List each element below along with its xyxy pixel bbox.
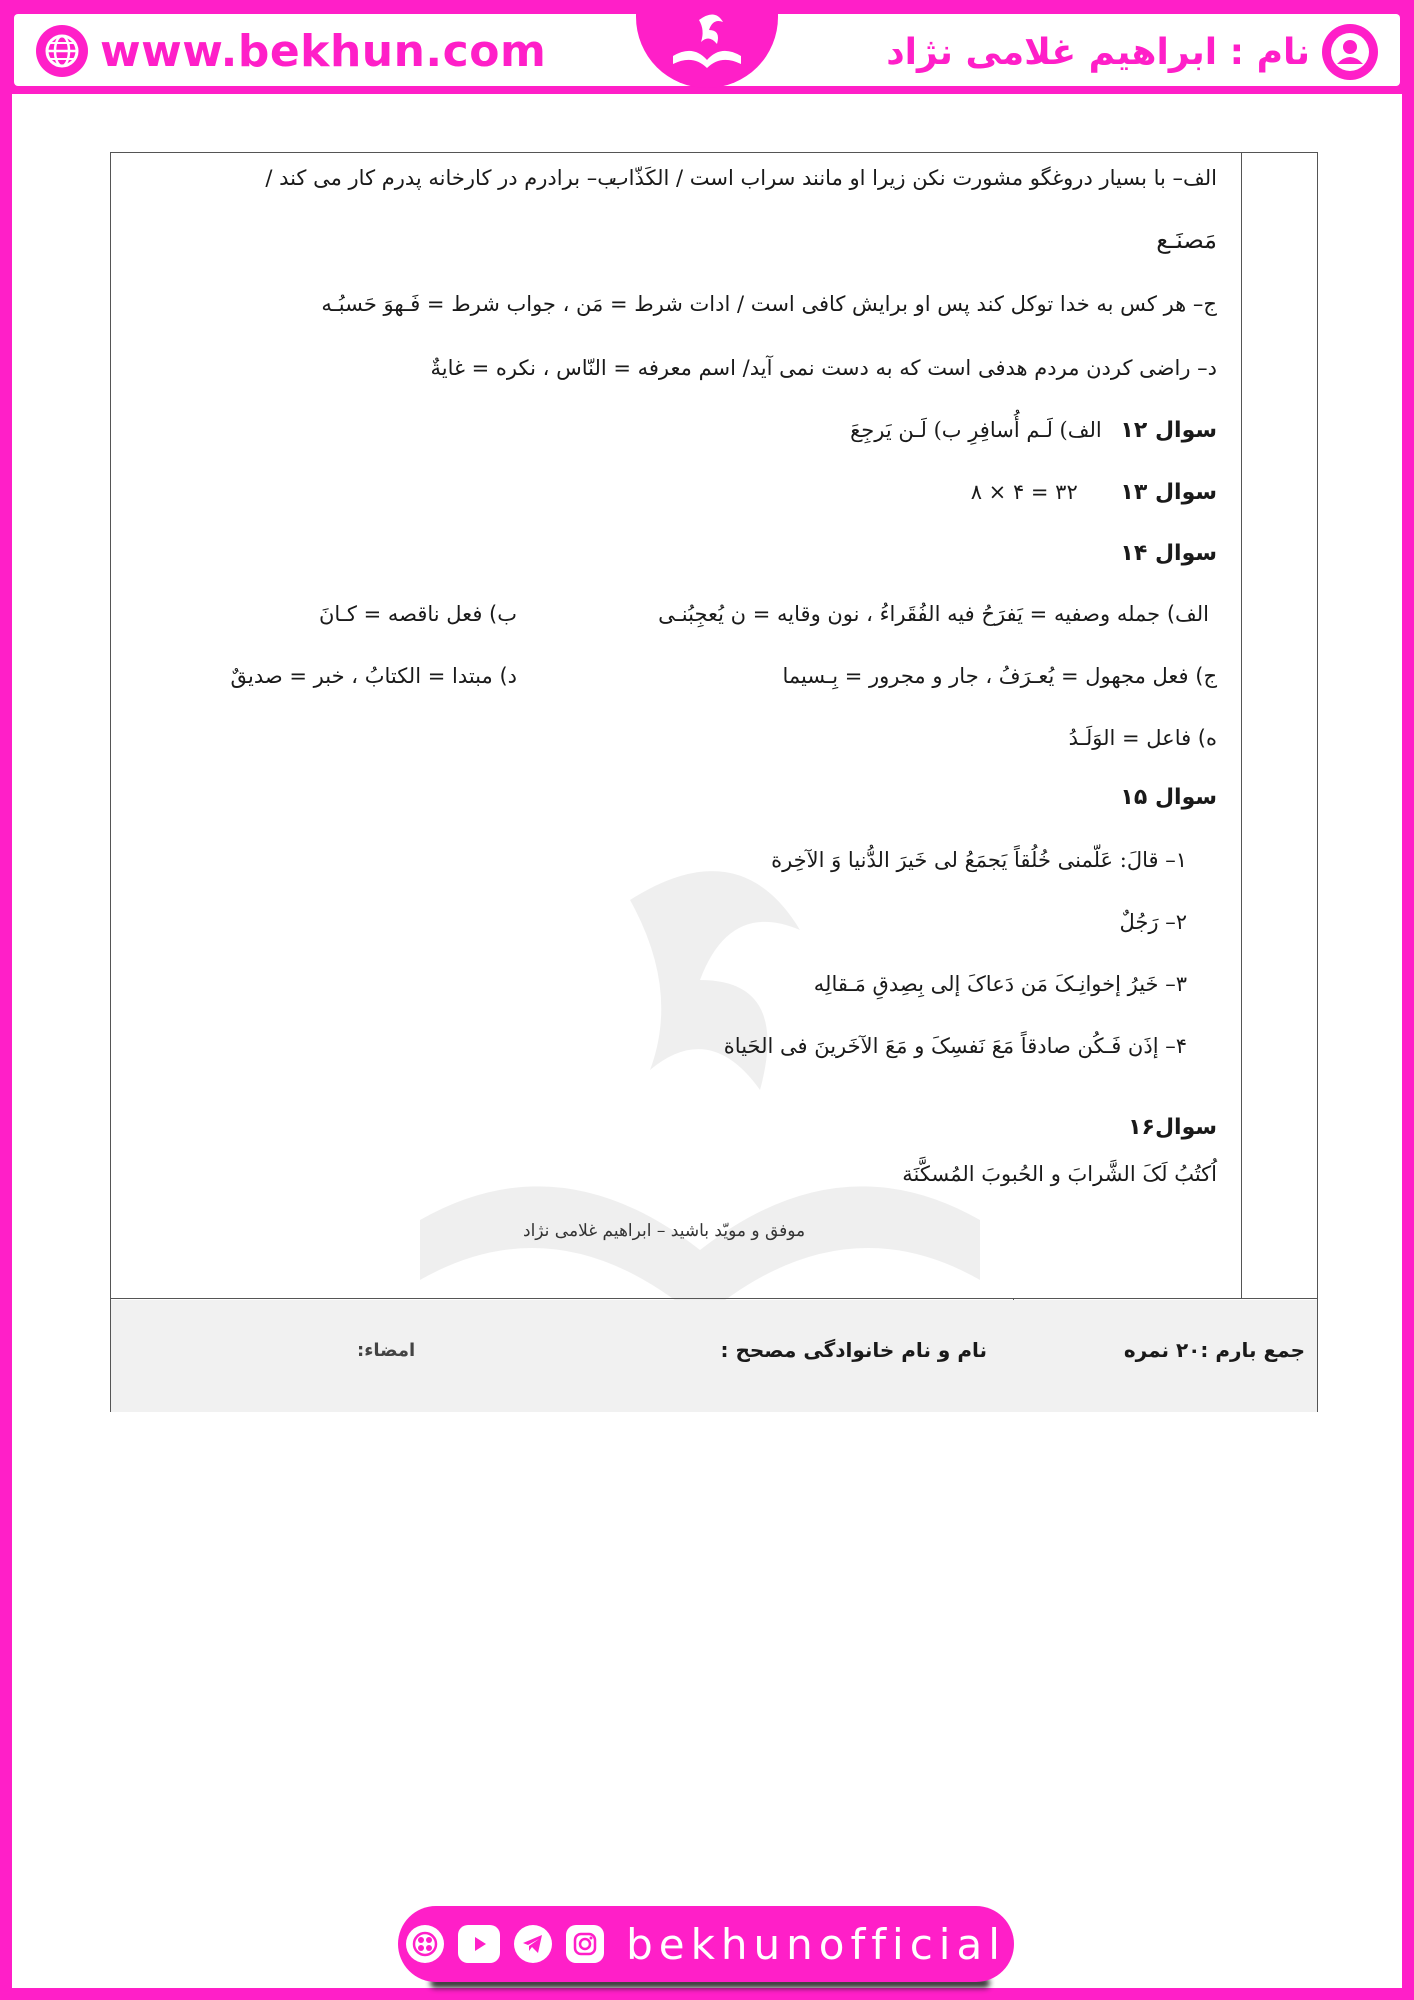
q11-a: الف– با بسیار دروغگو مشورت نکن زیرا او مانند سراب است / الکَذّاب <box>608 166 1217 190</box>
site-link[interactable] <box>36 26 546 76</box>
answer-sheet <box>110 152 1318 1412</box>
q15-4: ۴– إذَن فَـکُن صادقاً مَعَ نَفسِکَ و مَعَ الآخَرینَ فی الحَیاة <box>723 1034 1187 1058</box>
q14-c: ج) فعل مجهول = یُعـرَفُ ، جار و مجرور = بِـسیما <box>782 664 1217 688</box>
q13 <box>971 477 1217 508</box>
site-url[interactable]: www.bekhun.com <box>100 25 547 77</box>
globe-icon <box>36 25 88 77</box>
teacher-signature: موفق و مویّد باشید – ابراهیم غلامی نژاد <box>523 1221 806 1241</box>
q14-title: سوال ۱۴ <box>1120 541 1217 566</box>
q14-a: الف) جمله وصفیه = یَفرَحُ فیه الفُقَراءُ ، نون وقایه = ن یُعجِبُنـی <box>658 602 1209 626</box>
footer-divider <box>111 1298 1317 1299</box>
q14-d: د) مبتدا = الکتابُ ، خبر = صدیقٌ <box>230 664 517 688</box>
q15-1: ۱– قالَ: عَلّمنی خُلُقاً یَجمَعُ لی خَیرَ الدُّنیا وَ الآخِرة <box>771 848 1187 872</box>
q12-title: سوال ۱۲ <box>1120 418 1217 443</box>
telegram-icon[interactable] <box>514 1925 552 1963</box>
q11-c: ج– هر کس به خدا توکل کند پس او برایش کافی است / ادات شرط = مَن ، جواب شرط = فَـهوَ حَسبُـه <box>321 292 1217 316</box>
q12 <box>850 415 1217 446</box>
author-name: نام : ابراهیم غلامی نژاد <box>886 31 1310 73</box>
number-column-divider <box>1241 153 1242 1298</box>
q13-title: سوال ۱۳ <box>1120 480 1217 505</box>
corrector-name-label: نام و نام خانوادگی مصحح : <box>720 1338 987 1362</box>
q14-e: ه) فاعل = الوَلَـدُ <box>1068 726 1217 750</box>
q16-title: سوال۱۶ <box>1128 1115 1217 1140</box>
q15-2: ۲– رَجُلٌ <box>1119 910 1187 934</box>
book-logo-icon <box>659 4 755 84</box>
q13-answer: ۳۲ = ۴ × ۸ <box>970 480 1078 504</box>
signature-label: امضاء: <box>357 1340 416 1361</box>
aparat-icon[interactable] <box>406 1925 444 1963</box>
total-score: جمع بارم :۲۰ نمره <box>1123 1338 1305 1362</box>
youtube-icon[interactable] <box>458 1925 500 1963</box>
grading-footer <box>111 1300 1317 1412</box>
q11-b: ب– برادرم در کارخانه پدرم کار می کند / <box>265 166 617 190</box>
q11-d: د– راضی کردن مردم هدفی است که به دست نمی آید/ اسم معرفه = النّاس ، نکره = غایةٌ <box>430 356 1217 380</box>
q12-answer: الف) لَـم أُسافِرِ ب) لَـن یَرجِعَ <box>850 418 1102 442</box>
social-bar[interactable] <box>398 1906 1014 1982</box>
q14-b: ب) فعل ناقصه = کـانَ <box>318 602 517 626</box>
q11-b-answer: مَصنَـع <box>1156 226 1217 254</box>
user-icon <box>1322 24 1378 80</box>
social-handle[interactable]: bekhunofficial <box>626 1919 1006 1969</box>
q16-answer: اُکتُبُ لَکَ الشَّرابَ و الحُبوبَ المُسکَّنَة <box>902 1162 1217 1186</box>
q15-3: ۳– خَیرُ إخوانِـکَ مَن دَعاکَ إلی بِصِدقِ مَـقالِه <box>813 972 1187 996</box>
instagram-icon[interactable] <box>566 1925 604 1963</box>
q15-title: سوال ۱۵ <box>1120 785 1217 810</box>
author-block <box>886 26 1378 78</box>
